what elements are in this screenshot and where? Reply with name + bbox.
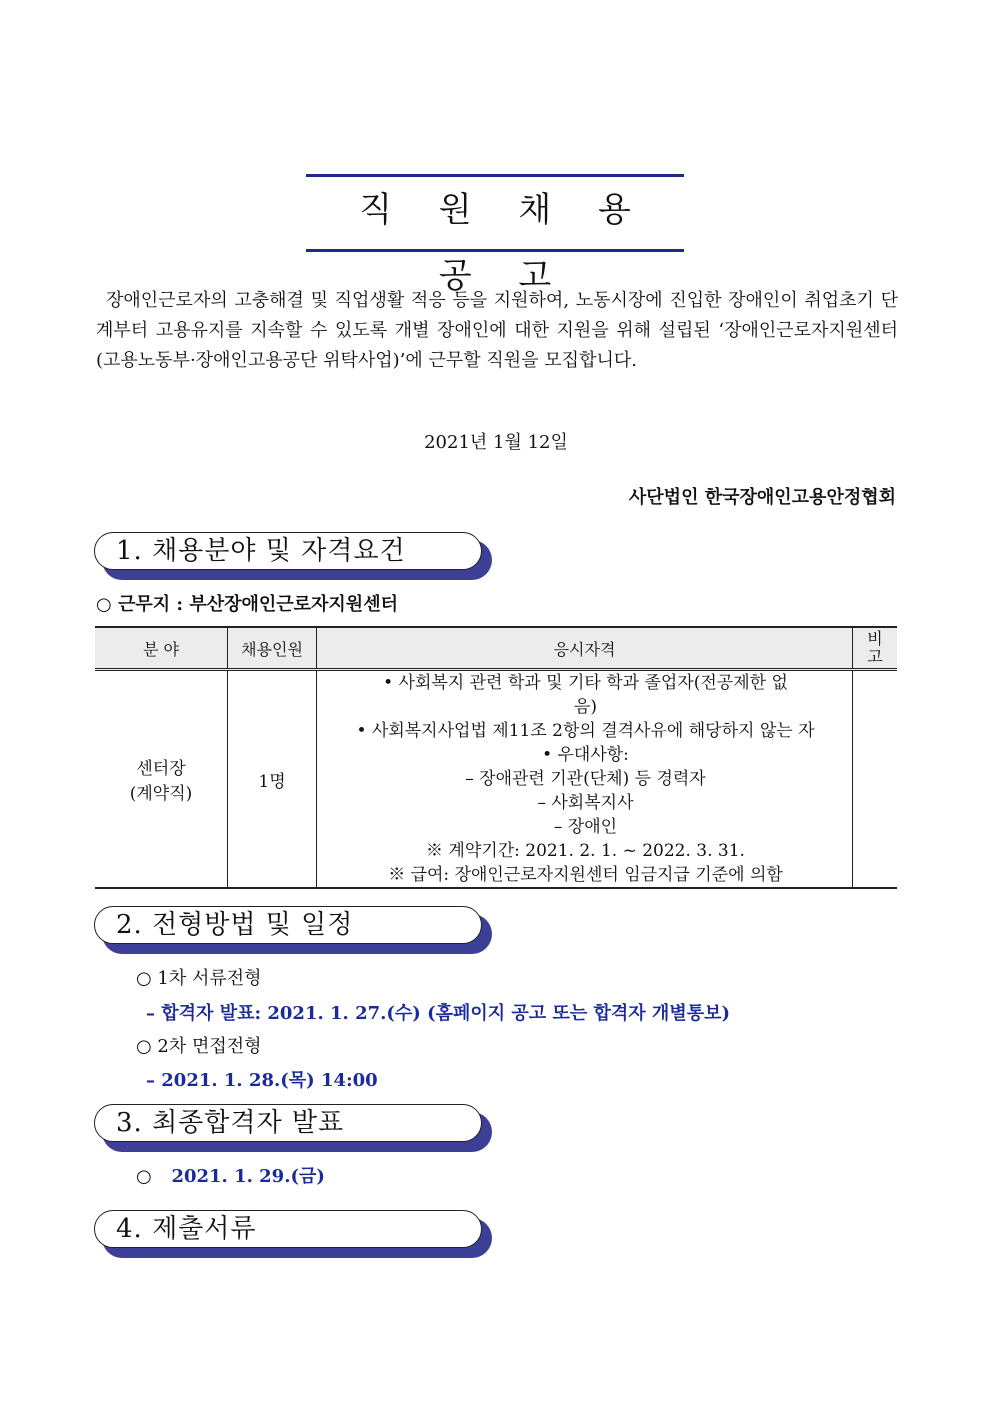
table-row <box>95 670 897 889</box>
page-title: 직 원 채 용 공 고 <box>359 190 649 296</box>
header-note-label: 비고 <box>867 629 883 666</box>
qual-line: – 장애관련 기관(단체) 등 경력자 <box>465 769 706 789</box>
requirements-table <box>95 626 897 889</box>
work-location: ○ 근무지 : 부산장애인근로자지원센터 <box>96 594 398 615</box>
qual-line: 음) <box>573 697 598 717</box>
qual-line: • 사회복지사업법 제11조 2항의 결격사유에 해당하지 않는 자 <box>356 721 815 741</box>
header-field: 분 야 <box>95 627 228 670</box>
cell-note <box>853 670 898 889</box>
cell-field <box>95 670 228 889</box>
schedule-step-1-detail: – 합격자 발표: 2021. 1. 27.(수) (홈페이지 공고 또는 합격자 개별통보) <box>146 1003 730 1024</box>
field-name: 센터장 <box>136 759 186 779</box>
section-2-label: 2. 전형방법 및 일정 <box>116 910 354 940</box>
announcement-date: 2021년 1월 12일 <box>424 432 568 453</box>
final-announcement <box>136 1162 325 1188</box>
qual-line: • 우대사항: <box>542 745 629 765</box>
schedule-step-2: ○ 2차 면접전형 <box>136 1036 262 1057</box>
section-4-heading <box>94 1210 484 1250</box>
table-header-row <box>95 627 897 670</box>
section-3-heading <box>94 1104 484 1144</box>
qual-line: ※ 급여: 장애인근로자지원센터 임금지급 기준에 의함 <box>388 865 783 885</box>
section-3-label: 3. 최종합격자 발표 <box>116 1108 345 1138</box>
intro-paragraph <box>96 286 898 376</box>
field-type: (계약직) <box>129 784 193 804</box>
title-box <box>306 174 684 296</box>
header-count: 채용인원 <box>228 627 317 670</box>
final-date: 2021. 1. 29.(금) <box>171 1166 325 1187</box>
section-2-heading <box>94 906 484 946</box>
header-note <box>853 627 898 670</box>
header-quals: 응시자격 <box>317 627 853 670</box>
schedule-step-2-detail: – 2021. 1. 28.(목) 14:00 <box>146 1070 378 1091</box>
qual-line: – 사회복지사 <box>537 793 634 813</box>
final-bullet: ○ <box>136 1166 152 1187</box>
qual-line: ※ 계약기간: 2021. 2. 1. ~ 2022. 3. 31. <box>426 841 745 861</box>
organization-name: 사단법인 한국장애인고용안정협회 <box>628 487 896 508</box>
schedule-step-1: ○ 1차 서류전형 <box>136 968 262 989</box>
qual-line: – 장애인 <box>553 817 618 837</box>
section-1-label: 1. 채용분야 및 자격요건 <box>116 536 406 566</box>
intro-text: 장애인근로자의 고충해결 및 직업생활 적응 등을 지원하여, 노동시장에 진입한 장애인이 취업초기 단계부터 고용유지를 지속할 수 있도록 개별 장애인에 대한 지원을 위해 설립된 ‘장애인근로자지원센터(고용노동부·장애인고용공단 위탁사업)’에 근무할 직원을 모집합니다. <box>96 290 898 371</box>
cell-quals <box>317 670 853 889</box>
section-4-label: 4. 제출서류 <box>116 1214 257 1244</box>
qual-line: • 사회복지 관련 학과 및 기타 학과 졸업자(전공제한 없 <box>383 673 788 693</box>
section-1-heading <box>94 532 484 572</box>
cell-count: 1명 <box>228 670 317 889</box>
